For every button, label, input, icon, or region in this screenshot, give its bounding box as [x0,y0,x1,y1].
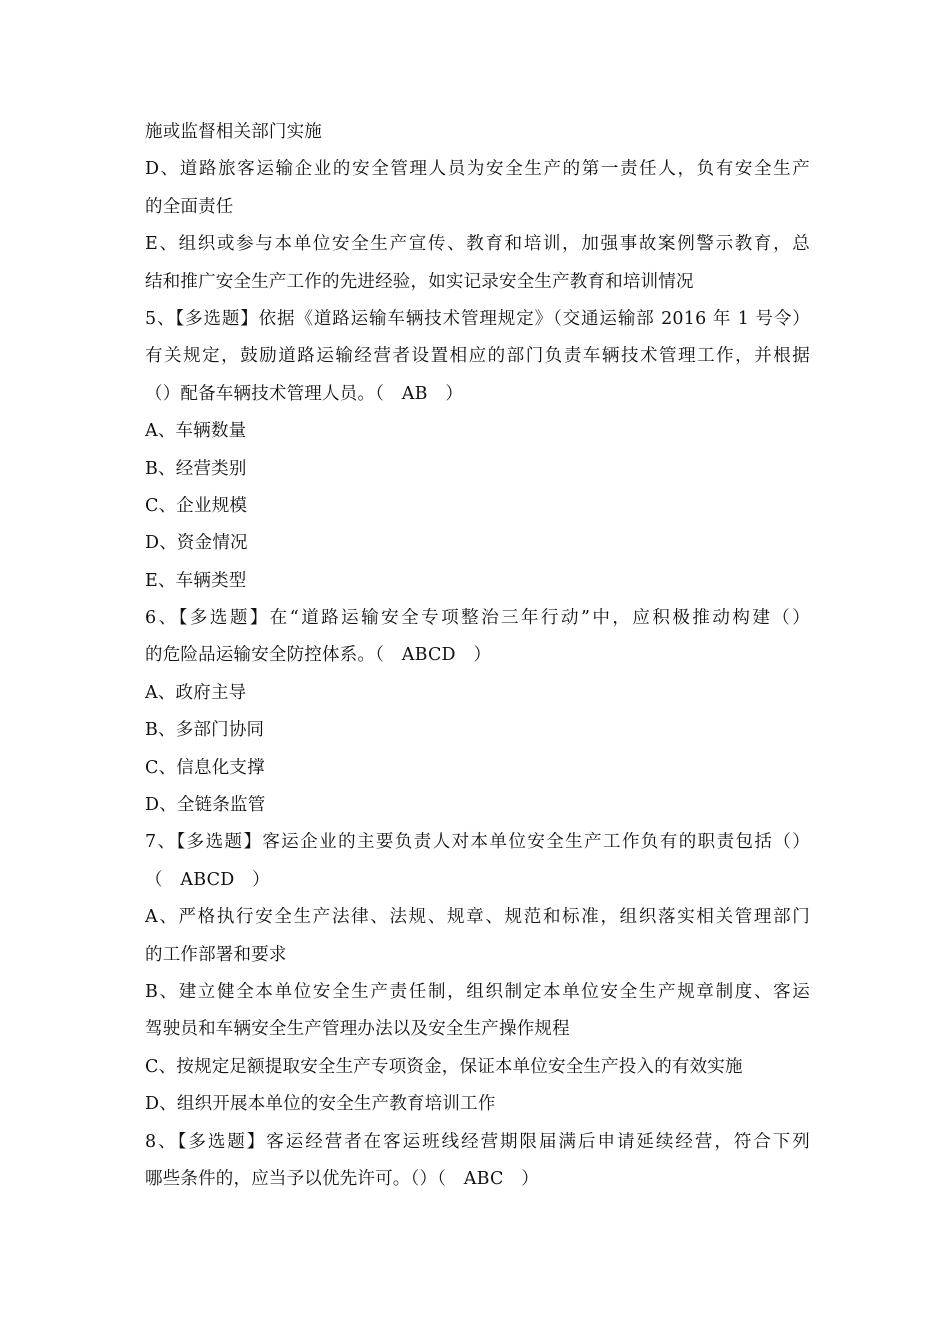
text-line: （）配备车辆技术管理人员。（ AB ） [145,383,464,404]
text-line: A、车辆数量 [145,421,247,442]
text-line: D、全链条监管 [145,795,266,816]
text-line: D、组织开展本单位的安全生产教育培训工作 [145,1094,496,1115]
document-body [145,114,810,1198]
text-line: B、经营类别 [145,458,247,479]
text-line: 结和推广安全生产工作的先进经验，如实记录安全生产教育和培训情况 [145,271,694,292]
text-line: 6、【多选题】在“道路运输安全专项整治三年行动”中，应积极推动构建（） [145,608,810,629]
text-line: A、政府主导 [145,682,247,703]
text-line: 7、【多选题】客运企业的主要负责人对本单位安全生产工作负有的职责包括（） [145,832,810,853]
text-line: 哪些条件的，应当予以优先许可。（）（ ABC ） [145,1168,540,1189]
text-line: C、信息化支撑 [145,757,265,778]
text-line: 的危险品运输安全防控体系。（ ABCD ） [145,645,492,666]
text-line: B、多部门协同 [145,720,265,741]
text-line: 8、【多选题】客运经营者在客运班线经营期限届满后申请延续经营，符合下列 [145,1131,810,1152]
text-line: （ ABCD ） [145,869,270,890]
text-line: D、资金情况 [145,533,248,554]
text-line: 有关规定，鼓励道路运输经营者设置相应的部门负责车辆技术管理工作，并根据 [145,346,810,367]
text-line: C、企业规模 [145,495,248,516]
text-line: E、车辆类型 [145,570,247,591]
text-line: 的全面责任 [145,196,234,217]
text-line: C、按规定足额提取安全生产专项资金，保证本单位安全生产投入的有效实施 [145,1056,743,1077]
text-line: 5、【多选题】依据《道路运输车辆技术管理规定》（交通运输部 2016 年 1 号令） [145,308,810,329]
text-line: E、组织或参与本单位安全生产宣传、教育和培训，加强事故案例警示教育，总 [145,234,810,255]
text-line: A、严格执行安全生产法律、法规、规章、规范和标准，组织落实相关管理部门 [145,907,810,928]
text-line: 的工作部署和要求 [145,944,287,965]
text-line: D、道路旅客运输企业的安全管理人员为安全生产的第一责任人，负有安全生产 [145,159,810,180]
text-line: 施或监督相关部门实施 [145,122,322,142]
text-line: B、建立健全本单位安全生产责任制，组织制定本单位安全生产规章制度、客运 [145,981,810,1002]
text-line: 驾驶员和车辆安全生产管理办法以及安全生产操作规程 [145,1019,570,1040]
